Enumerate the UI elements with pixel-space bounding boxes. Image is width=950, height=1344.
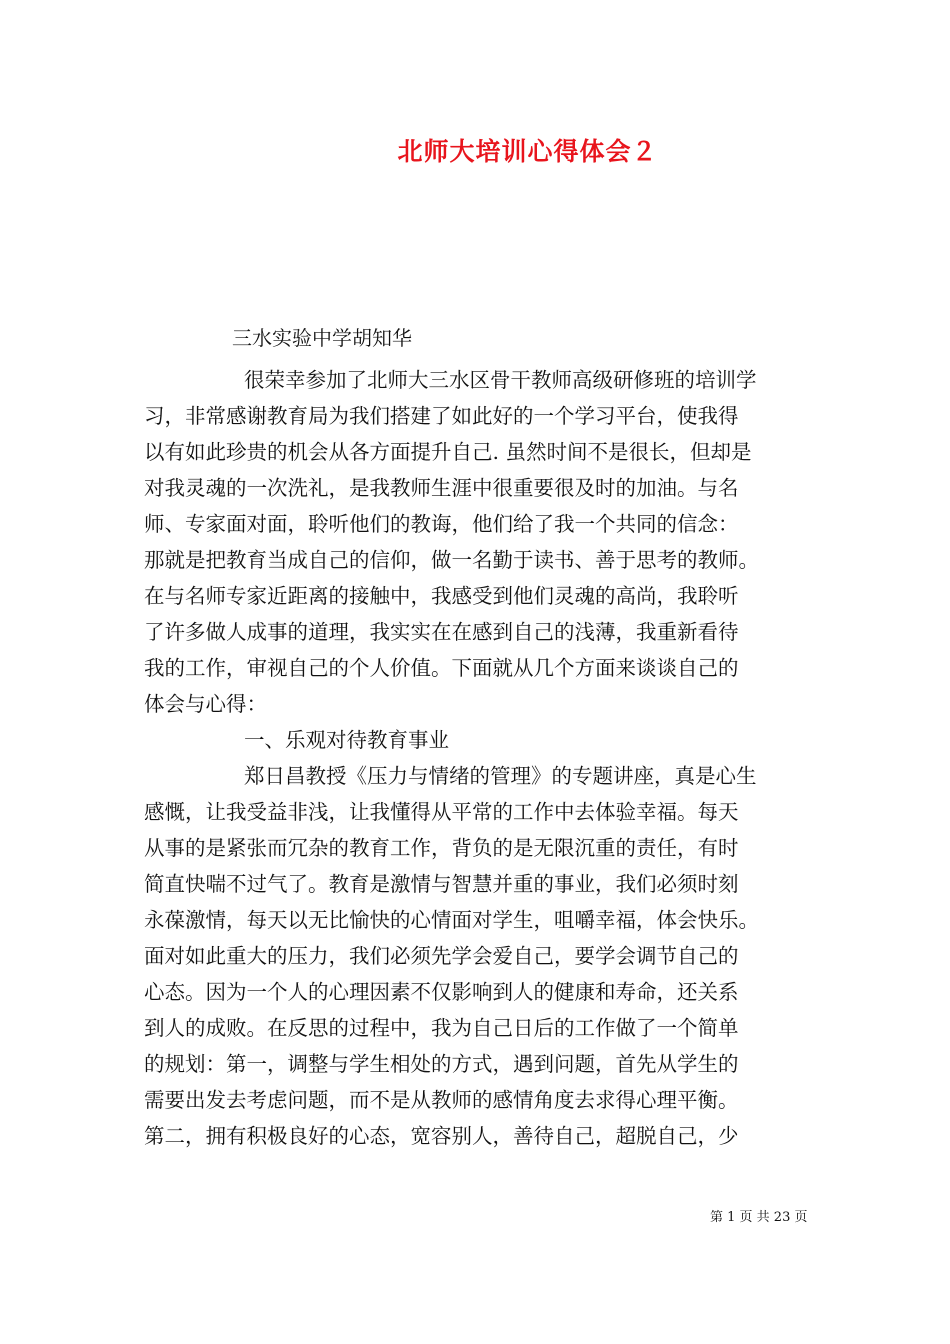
body-line: 郑日昌教授《压力与情绪的管理》的专题讲座，真是心生	[244, 764, 757, 788]
body-line: 了许多做人成事的道理，我实实在在感到自己的浅薄，我重新看待	[144, 620, 739, 644]
body-line: 那就是把教育当成自己的信仰，做一名勤于读书、善于思考的教师。	[144, 548, 759, 572]
body-line: 一、乐观对待教育事业	[244, 728, 449, 752]
body-line: 第二，拥有积极良好的心态，宽容别人，善待自己，超脱自己，少	[144, 1124, 739, 1148]
page-number: 第 1 页 共 23 页	[710, 1210, 808, 1225]
body-line: 在与名师专家近距离的接触中，我感受到他们灵魂的高尚，我聆听	[144, 584, 739, 608]
body-line: 师、专家面对面，聆听他们的教诲，他们给了我一个共同的信念：	[144, 512, 739, 536]
body-line: 永葆激情，每天以无比愉快的心情面对学生，咀嚼幸福，体会快乐。	[144, 908, 759, 932]
body-line: 很荣幸参加了北师大三水区骨干教师高级研修班的培训学	[244, 368, 757, 392]
document-body	[144, 362, 824, 1154]
body-line: 面对如此重大的压力，我们必须先学会爱自己，要学会调节自己的	[144, 944, 739, 968]
body-line: 简直快喘不过气了。教育是激情与智慧并重的事业，我们必须时刻	[144, 872, 739, 896]
body-line: 习，非常感谢教育局为我们搭建了如此好的一个学习平台，使我得	[144, 404, 739, 428]
body-line: 感慨，让我受益非浅，让我懂得从平常的工作中去体验幸福。每天	[144, 800, 739, 824]
body-line: 以有如此珍贵的机会从各方面提升自己. 虽然时间不是很长，但却是	[144, 440, 752, 464]
body-line: 心态。因为一个人的心理因素不仅影响到人的健康和寿命，还关系	[144, 980, 739, 1004]
body-line: 的规划：第一，调整与学生相处的方式，遇到问题，首先从学生的	[144, 1052, 739, 1076]
document-title: 北师大培训心得体会２	[397, 137, 658, 166]
body-line: 对我灵魂的一次洗礼，是我教师生涯中很重要很及时的加油。与名	[144, 476, 739, 500]
body-line: 需要出发去考虑问题，而不是从教师的感情角度去求得心理平衡。	[144, 1088, 739, 1112]
body-line: 体会与心得：	[144, 692, 267, 716]
body-line: 我的工作，审视自己的个人价值。下面就从几个方面来谈谈自己的	[144, 656, 739, 680]
author-line: 三水实验中学胡知华	[232, 326, 412, 350]
body-line: 从事的是紧张而冗杂的教育工作，背负的是无限沉重的责任，有时	[144, 836, 739, 860]
body-line: 到人的成败。在反思的过程中，我为自己日后的工作做了一个简单	[144, 1016, 739, 1040]
